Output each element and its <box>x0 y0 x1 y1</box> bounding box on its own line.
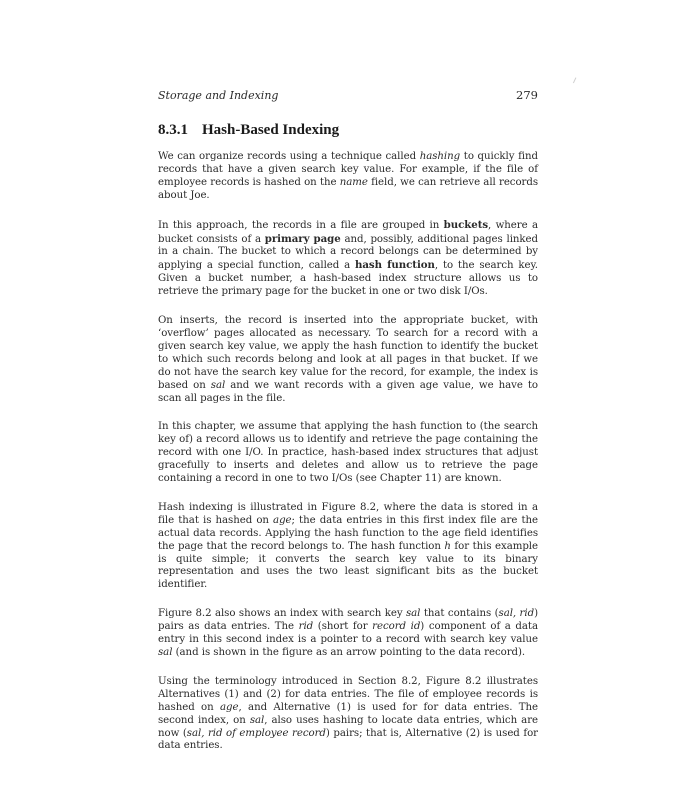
section-heading <box>158 122 538 139</box>
paragraph-2: In this approach, the records in a file are grouped in buckets, where a bucket consists of a primary page and, possibly, additional pages linked in a chain. The bucket to which a record belongs can be determined by applying a special function, called a hash function, to the search key. Given a bucket number, a hash-based index structure allows us to retrieve the primary page for the bucket in one or two disk I/Os. <box>158 218 539 298</box>
stray-mark <box>573 77 579 84</box>
running-head-section: Storage and Indexing <box>158 89 279 102</box>
paragraph-4: In this chapter, we assume that applying the hash function to (the search key of) a record allows us to identify and retrieve the page containing the record with one I/O. In practice, hash-based index structures that adjust gracefully to inserts and deletes and allow us to retrieve the page containing a record in one to two I/Os (see Chapter 11) are known. <box>158 421 538 485</box>
paragraph-1: We can organize records using a technique called hashing to quickly find records that have a given search key value. For example, if the file of employee records is hashed on the name field, we can retrieve all records about Joe. <box>158 151 539 201</box>
section-title: Hash-Based Indexing <box>202 122 340 138</box>
page-body <box>158 88 538 769</box>
section-number: 8.3.1 <box>158 122 188 138</box>
paragraph-6: Figure 8.2 also shows an index with search key sal that contains (sal, rid) pairs as data entries. The rid (short for record id) component of a data entry in this second index is a pointer to a record with search key value sal (and is shown in the figure as an arrow pointing to the data record). <box>158 608 538 658</box>
running-head <box>158 88 538 106</box>
paragraph-7: Using the terminology introduced in Section 8.2, Figure 8.2 illustrates Alternatives (1) and (2) for data entries. The file of employee records is hashed on age, and Alternative (1) is used for for data entries. The second index, on sal, also uses hashing to locate data entries, which are now (sal, rid of employee record) pairs; that is, Alternative (2) is used for data entries. <box>158 675 538 752</box>
paragraph-3: On inserts, the record is inserted into the appropriate bucket, with ‘overflow’ pages allocated as necessary. To search for a record with a given search key value, we apply the hash function to identify the bucket to which such records belong and look at all pages in that bucket. If we do not have the search key value for the record, for example, the index is based on sal and we want records with a given age value, we have to scan all pages in the file. <box>158 315 538 404</box>
page-number: 279 <box>516 88 538 102</box>
paragraph-5: Hash indexing is illustrated in Figure 8.2, where the data is stored in a file that is hashed on age; the data entries in this first index file are the actual data records. Applying the hash function to the age field identifies the page that the record belongs to. The hash function h for this example is quite simple; it converts the search key value to its binary representation and uses the two least significant bits as the bucket identifier. <box>158 501 538 591</box>
